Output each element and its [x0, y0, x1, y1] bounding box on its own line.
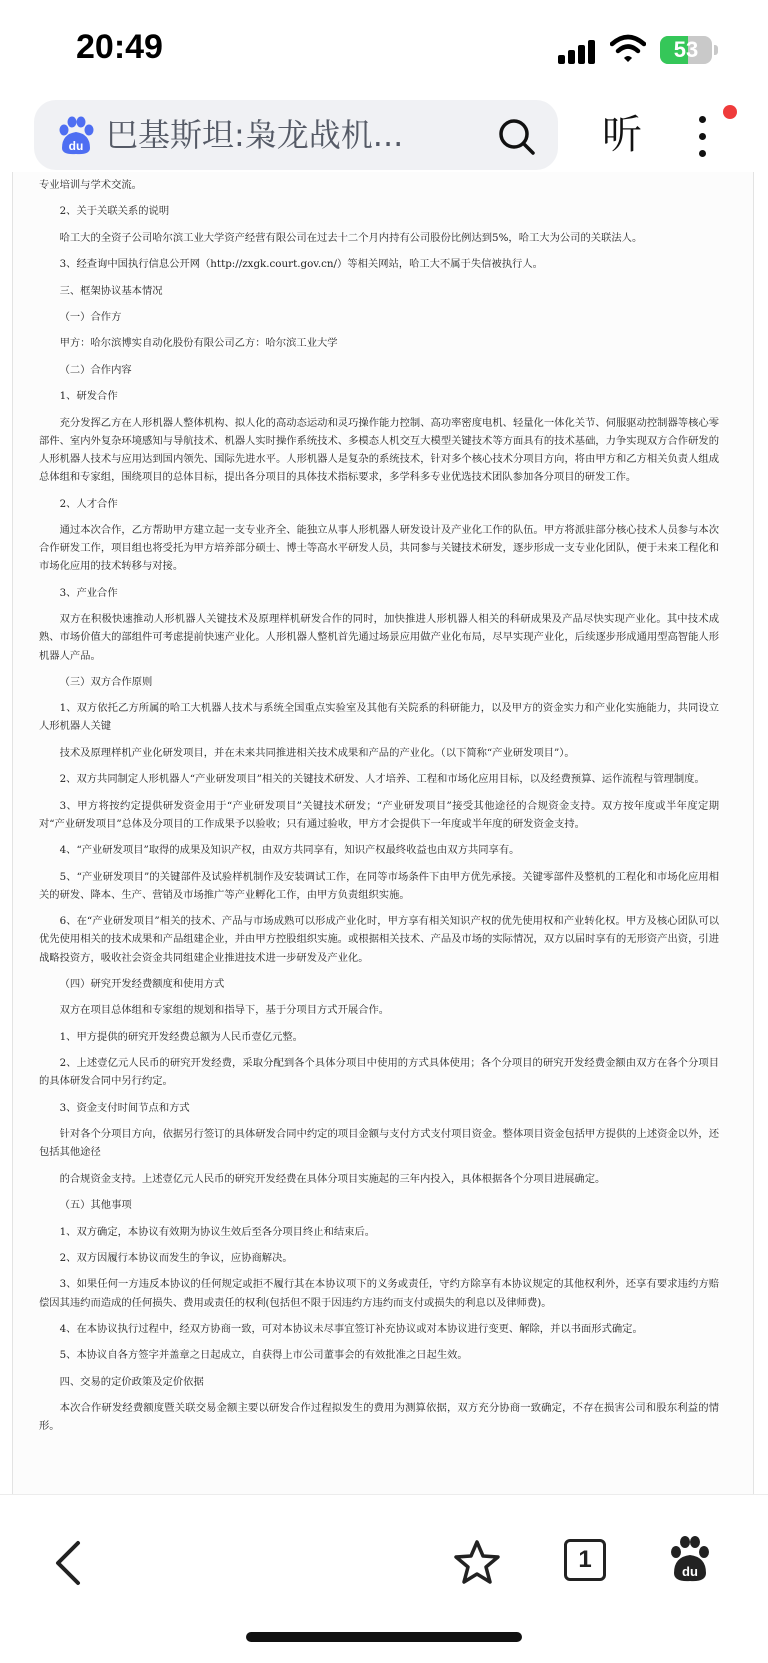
document-paragraph: 本次合作研发经费额度暨关联交易金额主要以研发合作过程拟发生的费用为测算依据，双方充分协商一致确定，不存在损害公司和股东利益的情形。: [39, 1402, 719, 1433]
notification-dot: [723, 105, 737, 119]
listen-button[interactable]: 听: [602, 112, 642, 158]
document-paragraph: （一）合作方: [59, 310, 122, 323]
document-paragraph: 2、上述壹亿元人民币的研究开发经费，采取分配到各个具体分项目中使用的方式具体使用；各个分项目的研究开发经费金额由双方在各个分项目的具体研发合同中另行约定。: [39, 1057, 719, 1088]
bottom-toolbar: [0, 1494, 768, 1663]
document-paragraph: 4、在本协议执行过程中，经双方协商一致，可对本协议未尽事宜签订补充协议或对本协议进行变更、解除，并以书面形式确定。: [59, 1322, 643, 1335]
battery-level: 53: [673, 37, 699, 62]
home-indicator: [246, 1632, 522, 1642]
svg-text:du: du: [682, 1564, 698, 1579]
document-paragraph: 3、资金支付时间节点和方式: [59, 1101, 190, 1114]
document-paragraph: 1、甲方提供的研究开发经费总额为人民币壹亿元整。: [59, 1030, 303, 1043]
back-arrow-icon[interactable]: [52, 1539, 82, 1587]
document-paragraph: 哈工大的全资子公司哈尔滨工业大学资产经营有限公司在过去十二个月内持有公司股份比例达到5%，哈工大为公司的关联法人。: [59, 231, 643, 244]
document-paragraph: 5、本协议自各方签字并盖章之日起成立，自获得上市公司董事会的有效批准之日起生效。: [59, 1349, 468, 1362]
document-paragraph: 4、“产业研发项目”取得的成果及知识产权，由双方共同享有，知识产权最终收益也由双方共同享有。: [59, 844, 520, 857]
document-paragraph: 3、经查询中国执行信息公开网（http://zxgk.court.gov.cn/）等相关网站，哈工大不属于失信被执行人。: [59, 258, 543, 271]
battery-nub: [714, 45, 718, 55]
document-page[interactable]: [12, 172, 754, 1494]
wifi-icon: [610, 34, 646, 64]
battery-icon: [660, 36, 712, 64]
document-paragraph: 1、双方依托乙方所属的哈工大机器人技术与系统全国重点实验室及其他有关院系的科研能力，以及甲方的资金实力和产业化实施能力，共同设立人形机器人关键: [39, 702, 719, 733]
search-icon[interactable]: [498, 118, 536, 156]
more-menu-icon[interactable]: [694, 114, 710, 160]
document-paragraph: 3、甲方将按约定提供研发资金用于“产业研发项目”关键技术研发；“产业研发项目”接受其他途径的合规资金支持。双方按年度或半年度定期对“产业研发项目”总体及分项目的工作成果予以验收；只有通过验收，甲方才会提供下一年度或半年度的研发资金支持。: [39, 799, 719, 830]
status-bar: [0, 0, 768, 96]
status-time: 20:49: [76, 28, 163, 66]
svg-text:du: du: [68, 139, 84, 153]
favorite-star-icon[interactable]: [454, 1539, 500, 1585]
document-paragraph: 2、双方因履行本协议而发生的争议，应协商解决。: [59, 1251, 293, 1264]
baidu-paw-icon: [56, 116, 96, 156]
document-paragraph: 1、双方确定，本协议有效期为协议生效后至各分项目终止和结束后。: [59, 1225, 376, 1238]
document-paragraph: （五）其他事项: [59, 1199, 132, 1212]
document-paragraph: 3、产业合作: [59, 586, 118, 599]
tabs-count-button[interactable]: 1: [564, 1539, 606, 1581]
document-paragraph: 3、如果任何一方违反本协议的任何规定或拒不履行其在本协议项下的义务或责任，守约方除享有本协议规定的其他权利外，还享有要求违约方赔偿因其违约而造成的任何损失、费用或责任的权利(包括但不限于因违约方违约而支付或损失的利息以及律师费)。: [39, 1278, 719, 1309]
document-paragraph: 四、交易的定价政策及定价依据: [59, 1375, 204, 1388]
document-paragraph: 针对各个分项目方向，依据另行签订的具体研发合同中约定的项目金额与支付方式支付项目资金。整体项目资金包括甲方提供的上述资金以外，还包括其他途径: [39, 1128, 719, 1159]
cellular-signal-icon: [558, 38, 598, 64]
document-paragraph: 技术及原理样机产业化研发项目，并在未来共同推进相关技术成果和产品的产业化。（以下简称“产业研发项目”）。: [59, 746, 575, 759]
document-paragraph: 甲方：哈尔滨博实自动化股份有限公司乙方：哈尔滨工业大学: [59, 337, 338, 350]
document-paragraph: 2、双方共同制定人形机器人“产业研发项目”相关的关键技术研发、人才培养、工程和市场化应用目标，以及经费预算、运作流程与管理制度。: [59, 773, 705, 786]
document-paragraph: （二）合作内容: [59, 363, 132, 376]
document-paragraph: 通过本次合作，乙方帮助甲方建立起一支专业齐全、能独立从事人形机器人研发设计及产业化工作的队伍。甲方将派驻部分核心技术人员参与本次合作研发工作，项目组也将受托为甲方培养部分硕士、博士等高水平研发人员，共同参与关键技术研发，逐步形成一支专业化团队，便于未来工程化和市场化应用的技术转移与对接。: [39, 523, 719, 573]
document-paragraph: 专业培训与学术交流。: [39, 179, 142, 191]
document-paragraph: （三）双方合作原则: [59, 675, 153, 688]
document-paragraph: 5、“产业研发项目”的关键部件及试验样机制作及安装调试工作，在同等市场条件下由甲方优先承接。关键零部件及整机的工程化和市场化应用相关的研发、降本、生产、营销及市场推广等产业孵化工作，由甲方负责组织实施。: [39, 870, 719, 901]
document-paragraph: 充分发挥乙方在人形机器人整体机构、拟人化的高动态运动和灵巧操作能力控制、高功率密度电机、轻量化一体化关节、伺服驱动控制器等核心零部件、室内外复杂环境感知与导航技术、机器人实时操作系统技术、多模态人机交互大模型关键技术等方面具有的技术基础，力争实现双方合作研发的人形机器人技术与应用达到国内领先、国际先进水平。人形机器人是复杂的系统技术，针对多个核心技术分项目方向，将由甲方和乙方相关负责人组成总体组和专家组，围绕项目的总体目标，提出各分项目的具体技术指标要求，多学科多专业优选技术团队参加各分项目的研发工作。: [39, 416, 719, 484]
document-paragraph: 6、在“产业研发项目”相关的技术、产品与市场成熟可以形成产业化时，甲方享有相关知识产权的优先使用权和产业转化权。甲方及核心团队可以优先使用相关的技术成果和产品组建企业，并由甲方控股组织实施。或根据相关技术、产品及市场的实际情况，双方以届时享有的无形资产出资，引进战略投资方，吸收社会资金共同组建企业推进技术进一步研发及产业化。: [39, 915, 719, 964]
baidu-home-icon[interactable]: [668, 1535, 712, 1583]
document-paragraph: 的合规资金支持。上述壹亿元人民币的研究开发经费在具体分项目实施起的三年内投入，具体根据各个分项目进展确定。: [59, 1172, 606, 1185]
document-paragraph: 三、框架协议基本情况: [59, 284, 163, 297]
document-paragraph: （四）研究开发经费额度和使用方式: [59, 978, 225, 991]
document-paragraph: 双方在积极快速推动人形机器人关键技术及原理样机研发合作的同时，加快推进人形机器人相关的科研成果及产品尽快实现产业化。其中技术成熟、市场价值大的部组件可考虑提前快速产业化。人形机器人整机首先通过场景应用做产业化布局，尽早实现产业化，后续逐步形成通用型高智能人形机器人产品。: [39, 613, 719, 662]
document-paragraph: 双方在项目总体组和专家组的规划和指导下，基于分项目方式开展合作。: [59, 1004, 390, 1017]
search-bar[interactable]: [34, 100, 558, 170]
document-paragraph: 2、关于关联关系的说明: [59, 205, 170, 218]
search-input[interactable]: 巴基斯坦:枭龙战机...: [106, 116, 404, 154]
document-paragraph: 1、研发合作: [59, 390, 118, 403]
document-paragraph: 2、人才合作: [59, 497, 118, 510]
